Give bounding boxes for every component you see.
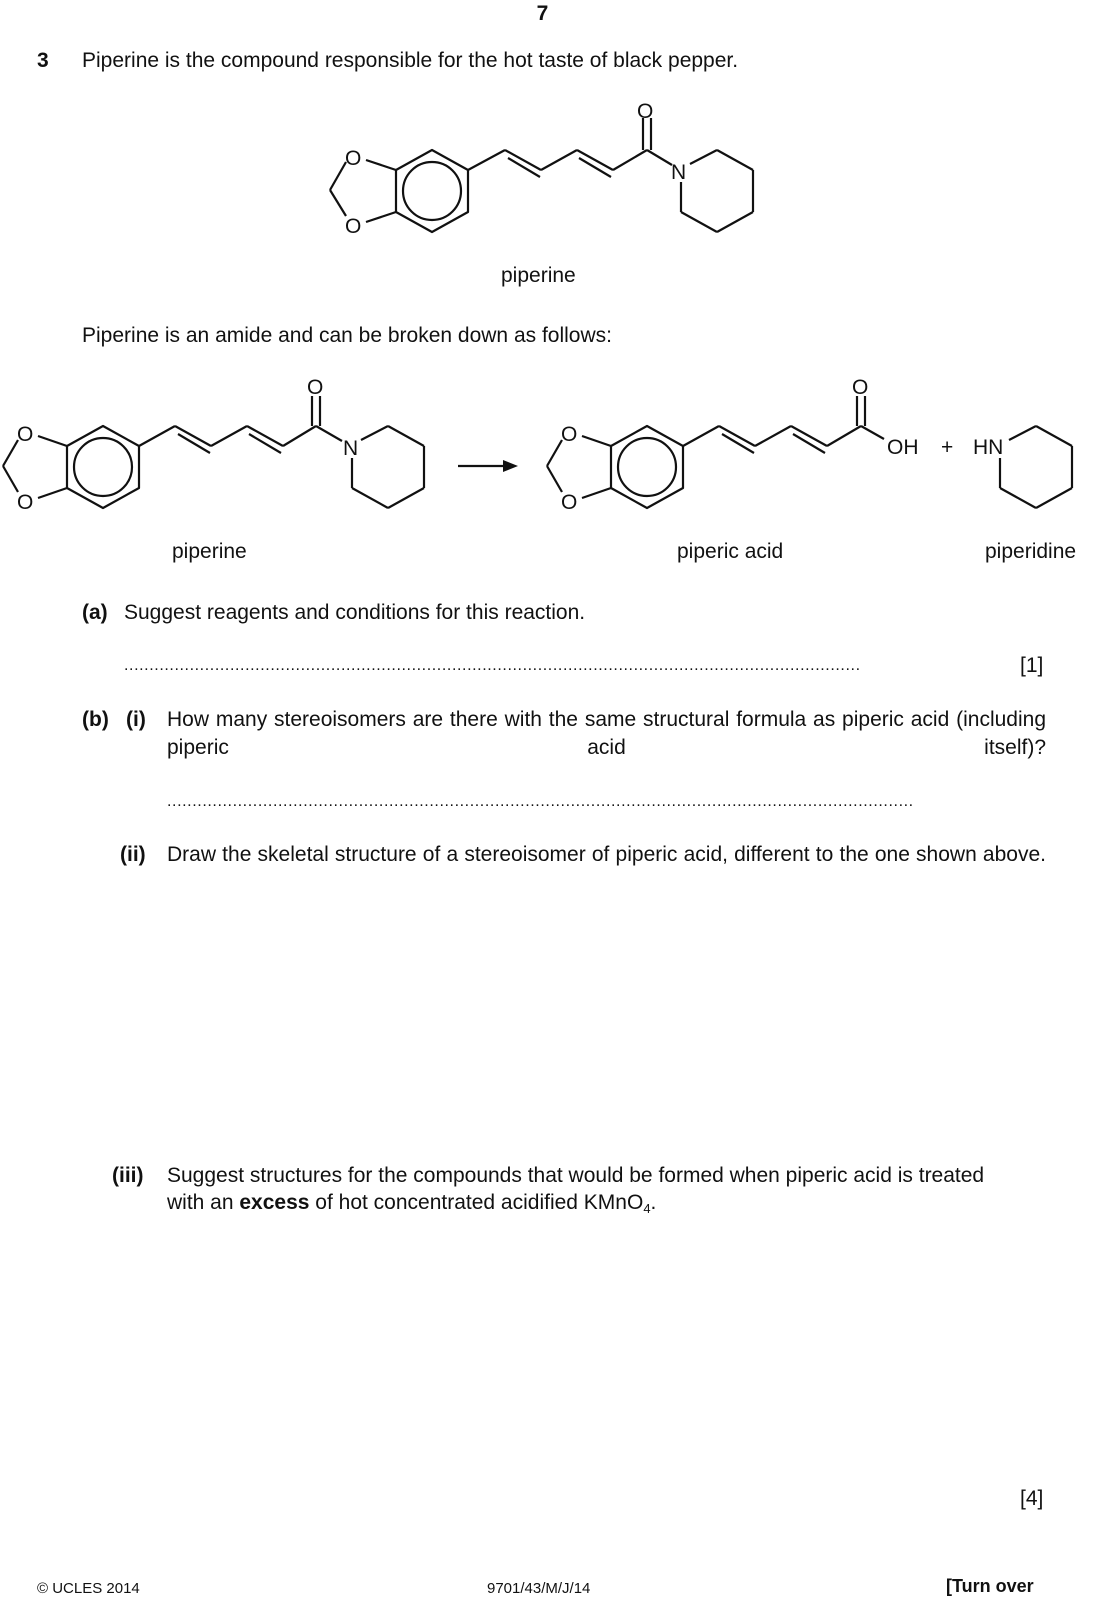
excess-emphasis: excess: [239, 1191, 310, 1214]
part-a-marks: [1]: [1020, 654, 1044, 677]
atom-n-label: N: [671, 161, 687, 184]
part-b-i-answer-line[interactable]: ....................................................................................................................................................: [167, 793, 914, 810]
piperine-label: piperine: [501, 264, 576, 287]
atom-o-label: O: [561, 491, 578, 514]
atom-o-label: O: [17, 491, 34, 514]
atom-o-label: O: [345, 215, 362, 238]
atom-o-label: O: [561, 423, 578, 446]
atom-o-label: O: [307, 376, 324, 399]
part-b-i-label: (i): [126, 708, 146, 731]
part-b-iii-label: (iii): [112, 1164, 144, 1187]
atom-n-label: N: [343, 437, 359, 460]
scheme-piperine: [3, 396, 424, 508]
question-number: 3: [37, 49, 49, 72]
atom-o-label: O: [345, 147, 362, 170]
product-piperidine-label: piperidine: [985, 540, 1077, 563]
part-b-iii-drawing-area[interactable]: [167, 1230, 1046, 1470]
page-number: 7: [536, 2, 549, 25]
breakdown-text: Piperine is an amide and can be broken down as follows:: [82, 324, 612, 347]
plus-sign: +: [941, 436, 954, 459]
piperine-structure: [330, 118, 753, 232]
subscript-4: 4: [643, 1201, 651, 1216]
footer-copyright: © UCLES 2014: [37, 1580, 140, 1597]
atom-hn-label: HN: [973, 436, 1004, 459]
scheme-piperic-acid: [547, 396, 884, 508]
atom-o-label: O: [17, 423, 34, 446]
part-b-i-question: How many stereoisomers are there with the same structural formula as piperic acid (including piperic acid itself)?: [167, 708, 1046, 759]
part-b-ii-question: Draw the skeletal structure of a stereoisomer of piperic acid, different to the one shown above.: [167, 843, 1046, 866]
part-a-answer-line[interactable]: ..................................................................................................................................................: [124, 657, 861, 674]
part-a-question: Suggest reagents and conditions for this reaction.: [124, 601, 586, 624]
footer-turn-over: [Turn over: [946, 1576, 1034, 1596]
reactant-label: piperine: [172, 540, 247, 563]
part-a-label: (a): [82, 601, 108, 624]
part-b-label: (b): [82, 708, 109, 731]
part-b-ii-label: (ii): [120, 843, 146, 866]
part-b-marks: [4]: [1020, 1487, 1044, 1510]
atom-oh-label: OH: [887, 436, 919, 459]
reaction-arrow: [458, 460, 518, 472]
part-b-iii-question-line2: with an excess of hot concentrated acidified KMnO$_4$.: [167, 1191, 657, 1216]
scheme-piperidine: [1000, 426, 1072, 508]
atom-o-label: O: [852, 376, 869, 399]
product-piperic-acid-label: piperic acid: [677, 540, 784, 563]
question-intro: Piperine is the compound responsible for the hot taste of black pepper.: [82, 49, 739, 72]
atom-o-label: O: [637, 100, 654, 123]
part-b-iii-question-line1: Suggest structures for the compounds that would be formed when piperic acid is treated: [167, 1164, 985, 1187]
part-b-ii-drawing-area[interactable]: [167, 900, 1046, 1150]
footer-paper-code: 9701/43/M/J/14: [487, 1580, 591, 1597]
